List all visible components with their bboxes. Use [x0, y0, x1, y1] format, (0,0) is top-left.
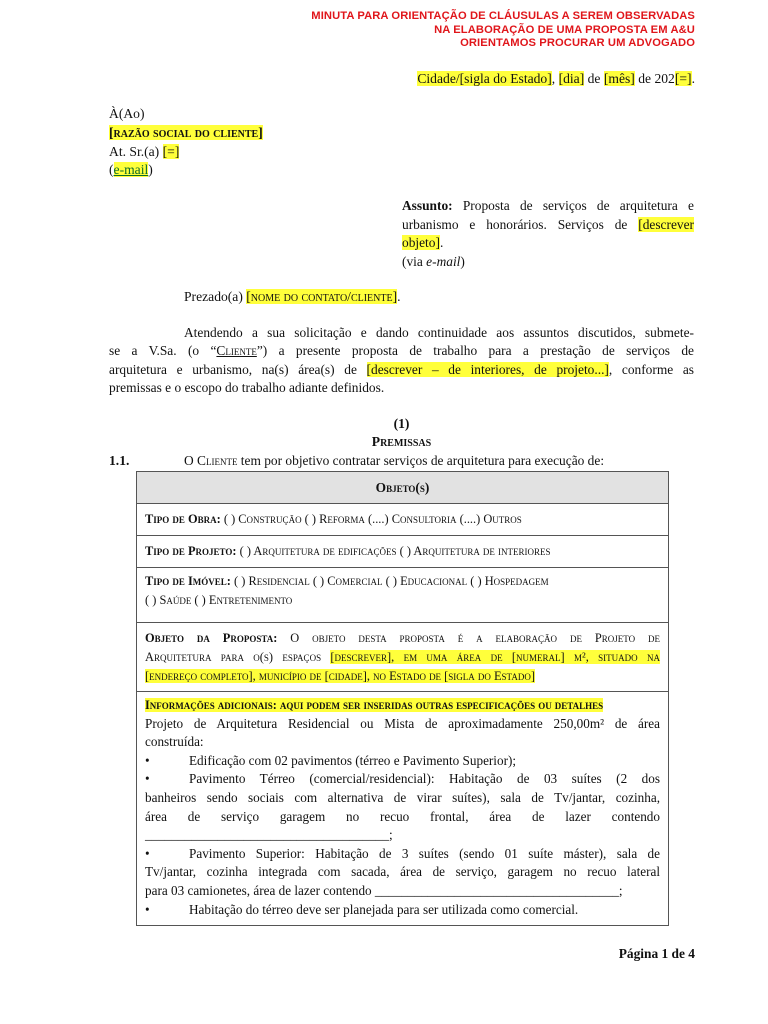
dateline-state: [sigla do Estado] [459, 71, 552, 86]
info-title: Informações adicionais: aqui podem ser inseridas outras especificações ou detalhes [145, 698, 604, 712]
info-bullet-4 [145, 901, 660, 920]
recipient-email-link[interactable]: e-mail [113, 162, 149, 177]
page-number: Página 1 de 4 [618, 946, 695, 961]
clause-text-a: O [184, 453, 198, 468]
bullet-icon: • [145, 771, 150, 787]
bullet-icon: • [145, 845, 150, 861]
draft-notice-line-3: ORIENTAMOS PROCURAR UM ADVOGADO [460, 37, 695, 50]
intro-line-2 [109, 342, 694, 360]
subject-line-3-highlight: objeto] [402, 235, 440, 250]
info-paragraph-1: Projeto de Arquitetura Residencial ou Mista de aproximadamente 250,00m² de área [145, 715, 660, 731]
tipo-projeto-options[interactable]: ( ) Arquitetura de edificações ( ) Arquitetura de interiores [239, 544, 551, 558]
recipient-email [109, 162, 153, 178]
dateline-de-2: de 202 [634, 71, 675, 86]
clause-number: 1.1. [109, 453, 130, 468]
objeto-proposta-label: Objeto da Proposta: [145, 631, 278, 645]
intro-client-term: Cliente [216, 343, 257, 359]
intro-line-2a: se a V.Sa. (o “ [109, 343, 217, 359]
subject-line-2-highlight: [descrever [638, 216, 694, 232]
info-bullet-3-line-1: Pavimento Superior: Habitação de 3 suítes (sendo 01 suíte máster), sala de [189, 845, 660, 861]
recipient-company-name: [razão social do cliente] [109, 125, 263, 140]
objeto-proposta-line-2-highlight: [descrever], em uma área de [numeral] m², situado na [330, 650, 660, 664]
section-title: Premissas [371, 434, 432, 449]
bullet-icon: • [145, 752, 150, 768]
subject-line-3-end: . [439, 235, 444, 250]
subject-label: Assunto: [402, 198, 453, 213]
dateline-city: Cidade/ [417, 71, 460, 86]
info-bullet-2-line-3: área de serviço garagem no recuo frontal, área de lazer contendo [145, 808, 660, 824]
tipo-imovel-options-1[interactable]: ( ) Residencial ( ) Comercial ( ) Educacional ( ) Hospedagem [234, 574, 549, 588]
row-tipo-obra [137, 504, 669, 536]
recipient-attn-value: [=] [162, 144, 180, 159]
greeting [184, 289, 401, 305]
dateline [417, 71, 695, 87]
info-bullet-3 [145, 845, 660, 864]
info-bullet-3-line-3: para 03 camionetes, área de lazer contendo _____________________________________; [145, 882, 623, 898]
greeting-end: . [397, 289, 401, 304]
info-bullet-2-line-2: banheiros sendo sociais com alternativa de virar suítes), sala de Tv/jantar, cozinha, [145, 789, 660, 805]
info-bullet-2-line-1: Pavimento Térreo (comercial/residencial): Habitação de 03 suítes (2 dos [189, 771, 660, 787]
recipient-attn [109, 144, 179, 160]
intro-line-3b: , conforme as [608, 361, 694, 377]
tipo-obra-options[interactable]: ( ) Construção ( ) Reforma (....) Consultoria (....) Outros [223, 512, 522, 526]
info-bullet-1-text: Edificação com 02 pavimentos (térreo e Pavimento Superior); [189, 752, 517, 768]
dateline-year: [=] [674, 71, 692, 86]
tipo-obra-label: Tipo de Obra: [145, 512, 221, 526]
recipient-company [109, 125, 263, 141]
recipient-email-close: ) [148, 162, 153, 177]
draft-notice [311, 10, 695, 51]
clause-text-c: tem por objetivo contratar serviços de arquitetura para execução de: [237, 453, 605, 468]
section-number: (1) [393, 416, 410, 431]
intro-line-1: Atendendo a sua solicitação e dando continuidade aos assuntos discutidos, submete- [184, 325, 694, 340]
objeto-proposta-line-1: O objeto desta proposta é a elaboração de Projeto de [277, 631, 660, 645]
clause-text [184, 453, 604, 469]
info-bullet-1 [145, 752, 660, 771]
intro-line-3a: arquitetura e urbanismo, na(s) área(s) de [109, 361, 367, 377]
object-table [136, 471, 669, 926]
draft-notice-line-1: MINUTA PARA ORIENTAÇÃO DE CLÁUSULAS A SEREM OBSERVADAS [311, 10, 695, 22]
objeto-proposta-line-2: Arquitetura para o(s) espaços [145, 650, 331, 664]
row-informacoes-adicionais [137, 692, 669, 926]
recipient-email-open: ( [109, 162, 114, 177]
subject-via-close: ) [460, 253, 465, 269]
dateline-de-1: de [584, 71, 604, 86]
subject [402, 197, 694, 271]
info-bullet-2 [145, 770, 660, 789]
subject-via-email: e-mail [426, 253, 461, 269]
dateline-day: [dia] [558, 71, 585, 86]
row-tipo-projeto [137, 536, 669, 568]
recipient-to: À(Ao) [109, 106, 145, 121]
intro-paragraph [109, 324, 694, 398]
info-paragraph-1b: construída: [145, 734, 204, 750]
intro-line-3-highlight: [descrever – de interiores, de projeto...] [366, 361, 609, 377]
bullet-icon: • [145, 901, 150, 917]
intro-line-4: premissas e o escopo do trabalho adiante definidos. [109, 380, 385, 396]
info-bullet-3-line-2: Tv/jantar, cozinha integrada com sacada, área de serviço, garagem no recuo lateral [145, 864, 660, 880]
intro-line-3 [109, 361, 694, 379]
row-tipo-imovel [137, 568, 669, 623]
info-bullet-2-line-4: _____________________________________; [145, 827, 393, 843]
subject-via-open: (via [402, 253, 427, 269]
dateline-sep: , [551, 71, 559, 86]
greeting-text: Prezado(a) [184, 289, 247, 304]
greeting-contact-name: [nome do contato/cliente] [246, 289, 398, 304]
subject-line-1: Proposta de serviços de arquitetura e [452, 198, 694, 213]
object-table-header: Objeto(s) [137, 472, 669, 504]
subject-line-2: urbanismo e honorários. Serviços de [402, 216, 639, 232]
tipo-imovel-options-2[interactable]: ( ) Saúde ( ) Entretenimento [145, 593, 293, 607]
clause-client-term: Cliente [197, 453, 238, 468]
objeto-proposta-line-3-highlight: [endereço completo], município de [cidade], no Estado de [sigla do Estado] [145, 669, 535, 683]
recipient-attn-label: At. Sr.(a) [109, 144, 163, 159]
tipo-projeto-label: Tipo de Projeto: [145, 544, 237, 558]
dateline-month: [mês] [603, 71, 635, 86]
draft-notice-line-2: NA ELABORAÇÃO DE UMA PROPOSTA EM A&U [434, 23, 695, 36]
tipo-imovel-label: Tipo de Imóvel: [145, 574, 231, 588]
intro-line-2c: ”) a presente proposta de trabalho para a prestação de serviços de [256, 343, 695, 359]
row-objeto-proposta [137, 623, 669, 692]
dateline-end: . [691, 71, 695, 86]
info-bullet-4-text: Habitação do térreo deve ser planejada para ser utilizada como comercial. [189, 901, 579, 917]
